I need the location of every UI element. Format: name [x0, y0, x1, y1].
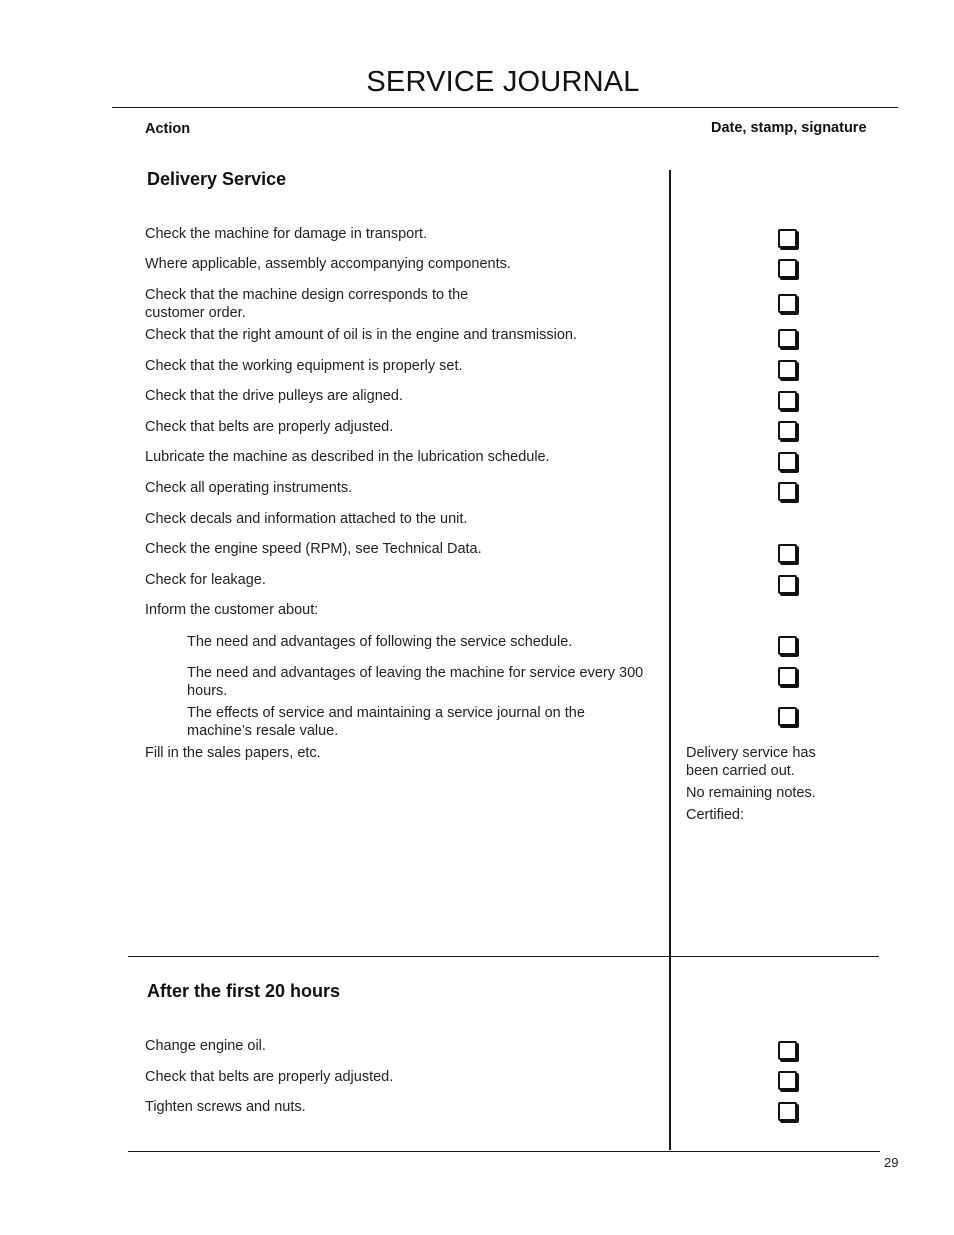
checkbox[interactable] — [778, 259, 797, 278]
page-title: SERVICE JOURNAL — [366, 66, 640, 98]
checklist-item: Check that the machine design corresponds to the customer order. — [145, 287, 469, 321]
checklist-item: Check that belts are properly adjusted. — [145, 1069, 394, 1085]
bottom-rule — [128, 1151, 880, 1152]
checklist-item: Change engine oil. — [145, 1038, 266, 1054]
no-remaining-notes: No remaining notes. — [686, 785, 816, 801]
checklist-item: Lubricate the machine as described in the lubrication schedule. — [145, 449, 550, 465]
checkbox[interactable] — [778, 1041, 797, 1060]
checklist-item: Fill in the sales papers, etc. — [145, 745, 321, 761]
checklist-item: Check that the drive pulleys are aligned. — [145, 388, 403, 404]
checkbox[interactable] — [778, 360, 797, 379]
checklist-item: Inform the customer about: — [145, 602, 319, 618]
checklist-item: Check that the right amount of oil is in the engine and transmission. — [145, 327, 578, 343]
certified-label: Certified: — [686, 807, 745, 823]
checkbox[interactable] — [778, 1102, 797, 1121]
checklist-subitem: The need and advantages of following the service schedule. — [187, 634, 573, 650]
checkbox[interactable] — [778, 294, 797, 313]
column-divider-first20 — [669, 956, 671, 1150]
section-rule — [128, 956, 879, 957]
checkbox[interactable] — [778, 1071, 797, 1090]
checkbox[interactable] — [778, 575, 797, 594]
first20-section-title: After the first 20 hours — [147, 981, 341, 1001]
checkbox[interactable] — [778, 707, 797, 726]
checklist-subitem: The need and advantages of leaving the machine for service every 300 hours. — [187, 665, 644, 699]
checkbox[interactable] — [778, 452, 797, 471]
title-rule — [112, 107, 898, 108]
checklist-item: Tighten screws and nuts. — [145, 1099, 306, 1115]
column-divider-delivery — [669, 170, 671, 956]
checkbox[interactable] — [778, 391, 797, 410]
checkbox[interactable] — [778, 667, 797, 686]
checklist-item: Check that the working equipment is properly set. — [145, 358, 463, 374]
checkbox[interactable] — [778, 229, 797, 248]
checklist-item: Check the engine speed (RPM), see Technical Data. — [145, 541, 482, 557]
checklist-item: Check for leakage. — [145, 572, 266, 588]
checklist-item: Check the machine for damage in transport. — [145, 226, 428, 242]
checklist-item: Where applicable, assembly accompanying components. — [145, 256, 511, 272]
signature-column-header: Date, stamp, signature — [711, 120, 867, 136]
checklist-subitem: The effects of service and maintaining a service journal on the machine’s resale value. — [187, 705, 585, 739]
delivery-section-title: Delivery Service — [147, 169, 287, 189]
checklist-item: Check decals and information attached to the unit. — [145, 511, 468, 527]
delivery-carried-out-note: Delivery service has been carried out. — [686, 745, 816, 779]
checklist-item: Check all operating instruments. — [145, 480, 353, 496]
checkbox[interactable] — [778, 482, 797, 501]
checkbox[interactable] — [778, 544, 797, 563]
checkbox[interactable] — [778, 329, 797, 348]
checklist-item: Check that belts are properly adjusted. — [145, 419, 394, 435]
page-number: 29 — [884, 1155, 899, 1170]
checkbox[interactable] — [778, 636, 797, 655]
checkbox[interactable] — [778, 421, 797, 440]
action-column-header: Action — [145, 121, 191, 137]
